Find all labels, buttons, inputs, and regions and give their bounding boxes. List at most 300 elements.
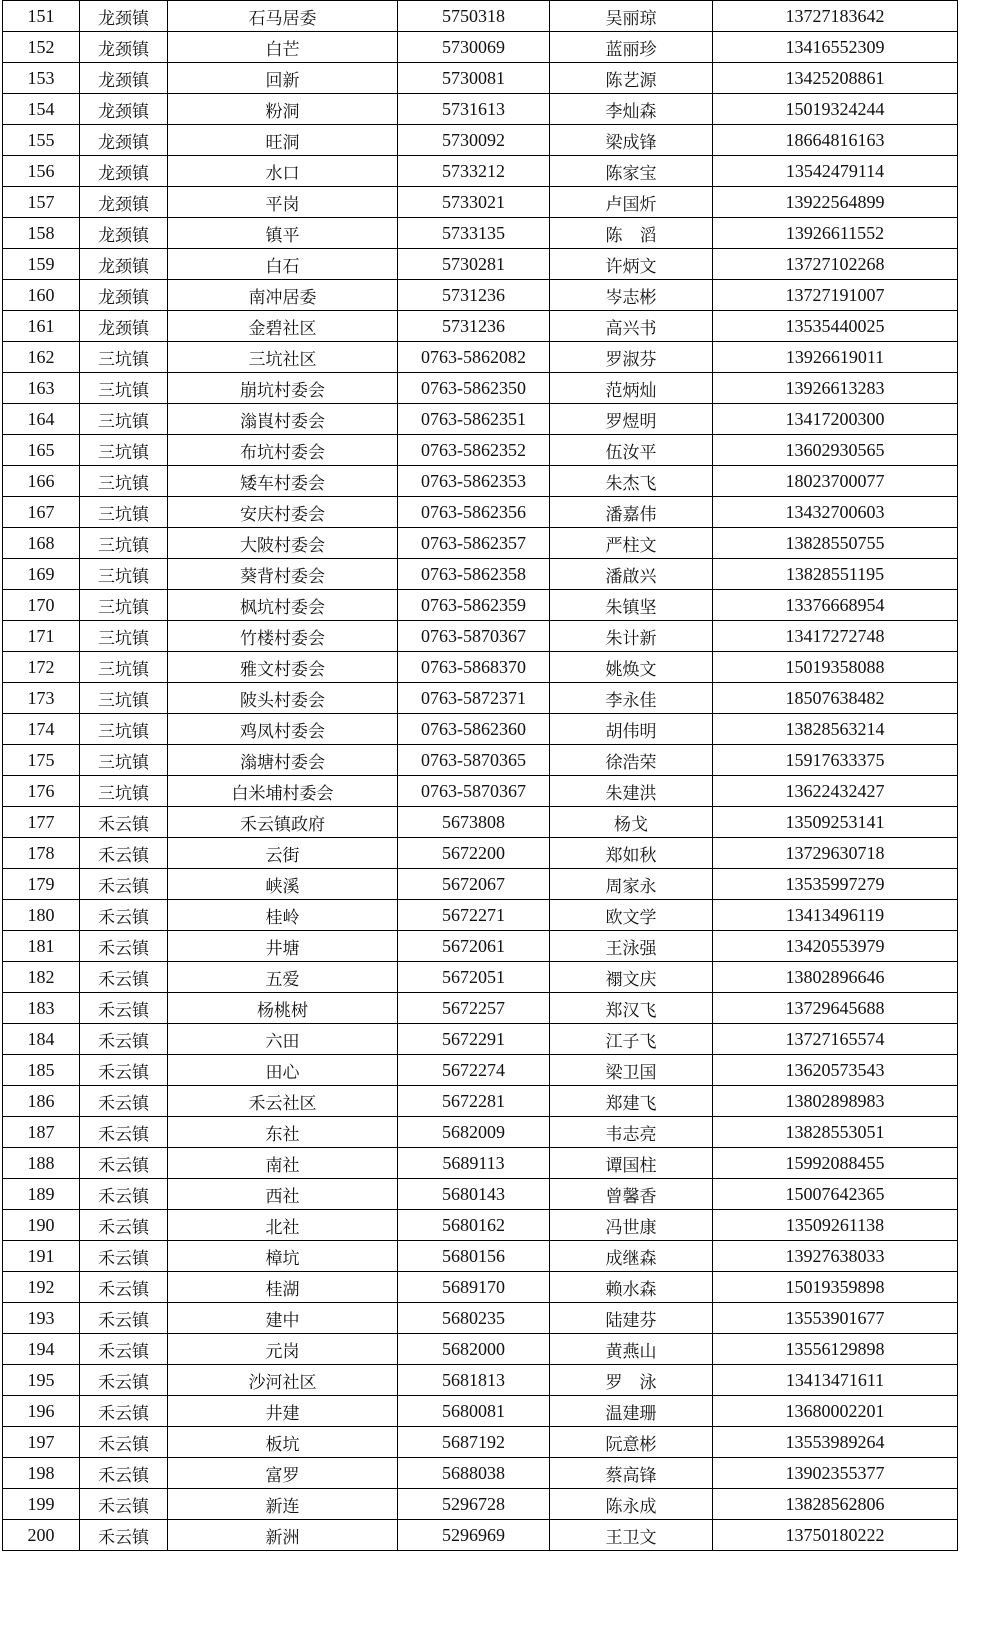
table-row: [3, 311, 958, 342]
mobile-cell: 13417272748: [713, 621, 958, 652]
phone-cell: 0763-5870365: [398, 745, 550, 776]
phone-cell: 5680156: [398, 1241, 550, 1272]
village-cell: 枫坑村委会: [168, 590, 398, 621]
village-cell: 桂湖: [168, 1272, 398, 1303]
contact-name-cell: 阮意彬: [550, 1427, 713, 1458]
table-row: [3, 590, 958, 621]
contact-name-cell: 胡伟明: [550, 714, 713, 745]
mobile-cell: 13553989264: [713, 1427, 958, 1458]
village-cell: 石马居委: [168, 1, 398, 32]
table-row: [3, 838, 958, 869]
town-cell: 三坑镇: [80, 745, 168, 776]
phone-cell: 5730092: [398, 125, 550, 156]
phone-cell: 5672271: [398, 900, 550, 931]
mobile-cell: 13416552309: [713, 32, 958, 63]
town-cell: 禾云镇: [80, 1489, 168, 1520]
town-cell: 三坑镇: [80, 683, 168, 714]
mobile-cell: 13420553979: [713, 931, 958, 962]
contact-name-cell: 曾馨香: [550, 1179, 713, 1210]
mobile-cell: 15992088455: [713, 1148, 958, 1179]
phone-cell: 5682009: [398, 1117, 550, 1148]
row-number-cell: 187: [3, 1117, 80, 1148]
table-row: [3, 1303, 958, 1334]
town-cell: 禾云镇: [80, 869, 168, 900]
town-cell: 三坑镇: [80, 497, 168, 528]
village-cell: 矮车村委会: [168, 466, 398, 497]
row-number-cell: 162: [3, 342, 80, 373]
table-row: [3, 218, 958, 249]
town-cell: 禾云镇: [80, 1241, 168, 1272]
table-row: [3, 1055, 958, 1086]
village-cell: 井塘: [168, 931, 398, 962]
row-number-cell: 184: [3, 1024, 80, 1055]
contact-name-cell: 蓝丽珍: [550, 32, 713, 63]
contact-name-cell: 陈 滔: [550, 218, 713, 249]
table-row: [3, 156, 958, 187]
row-number-cell: 152: [3, 32, 80, 63]
phone-cell: 5672051: [398, 962, 550, 993]
table-row: [3, 187, 958, 218]
village-cell: 田心: [168, 1055, 398, 1086]
mobile-cell: 13417200300: [713, 404, 958, 435]
town-cell: 禾云镇: [80, 1086, 168, 1117]
town-cell: 禾云镇: [80, 1396, 168, 1427]
mobile-cell: 18664816163: [713, 125, 958, 156]
town-cell: 禾云镇: [80, 1148, 168, 1179]
table-row: [3, 900, 958, 931]
row-number-cell: 188: [3, 1148, 80, 1179]
row-number-cell: 165: [3, 435, 80, 466]
contact-name-cell: 徐浩荣: [550, 745, 713, 776]
table-row: [3, 1365, 958, 1396]
town-cell: 三坑镇: [80, 342, 168, 373]
row-number-cell: 164: [3, 404, 80, 435]
row-number-cell: 168: [3, 528, 80, 559]
village-cell: 井建: [168, 1396, 398, 1427]
row-number-cell: 186: [3, 1086, 80, 1117]
phone-cell: 5672274: [398, 1055, 550, 1086]
town-cell: 龙颈镇: [80, 1, 168, 32]
phone-cell: 5730281: [398, 249, 550, 280]
village-cell: 布坑村委会: [168, 435, 398, 466]
phone-cell: 5731236: [398, 311, 550, 342]
phone-cell: 5733212: [398, 156, 550, 187]
town-cell: 龙颈镇: [80, 63, 168, 94]
contact-name-cell: 潘嘉伟: [550, 497, 713, 528]
table-row: [3, 342, 958, 373]
village-cell: 东社: [168, 1117, 398, 1148]
row-number-cell: 161: [3, 311, 80, 342]
town-cell: 禾云镇: [80, 993, 168, 1024]
phone-cell: 0763-5862359: [398, 590, 550, 621]
table-row: [3, 621, 958, 652]
table-row: [3, 1520, 958, 1551]
village-cell: 水口: [168, 156, 398, 187]
village-cell: 板坑: [168, 1427, 398, 1458]
row-number-cell: 175: [3, 745, 80, 776]
town-cell: 三坑镇: [80, 776, 168, 807]
village-cell: 葵背村委会: [168, 559, 398, 590]
contact-name-cell: 温建珊: [550, 1396, 713, 1427]
town-cell: 龙颈镇: [80, 32, 168, 63]
row-number-cell: 166: [3, 466, 80, 497]
mobile-cell: 13802898983: [713, 1086, 958, 1117]
contact-name-cell: 郑如秋: [550, 838, 713, 869]
town-cell: 三坑镇: [80, 466, 168, 497]
row-number-cell: 194: [3, 1334, 80, 1365]
town-cell: 禾云镇: [80, 1117, 168, 1148]
phone-cell: 5689113: [398, 1148, 550, 1179]
village-cell: 滃塘村委会: [168, 745, 398, 776]
row-number-cell: 179: [3, 869, 80, 900]
town-cell: 禾云镇: [80, 838, 168, 869]
table-row: [3, 714, 958, 745]
phone-cell: 0763-5862351: [398, 404, 550, 435]
phone-cell: 5672200: [398, 838, 550, 869]
village-cell: 雅文村委会: [168, 652, 398, 683]
contact-name-cell: 朱镇坚: [550, 590, 713, 621]
row-number-cell: 181: [3, 931, 80, 962]
row-number-cell: 156: [3, 156, 80, 187]
town-cell: 三坑镇: [80, 652, 168, 683]
phone-cell: 5680143: [398, 1179, 550, 1210]
phone-cell: 5731236: [398, 280, 550, 311]
row-number-cell: 190: [3, 1210, 80, 1241]
table-row: [3, 1117, 958, 1148]
village-cell: 沙河社区: [168, 1365, 398, 1396]
town-cell: 禾云镇: [80, 807, 168, 838]
table-row: [3, 1458, 958, 1489]
phone-cell: 0763-5868370: [398, 652, 550, 683]
mobile-cell: 13802896646: [713, 962, 958, 993]
phone-cell: 5680235: [398, 1303, 550, 1334]
contact-name-cell: 潘啟兴: [550, 559, 713, 590]
row-number-cell: 169: [3, 559, 80, 590]
row-number-cell: 183: [3, 993, 80, 1024]
mobile-cell: 13750180222: [713, 1520, 958, 1551]
contact-name-cell: 姚焕文: [550, 652, 713, 683]
table-row: [3, 1179, 958, 1210]
village-cell: 滃崀村委会: [168, 404, 398, 435]
town-cell: 龙颈镇: [80, 311, 168, 342]
village-cell: 峡溪: [168, 869, 398, 900]
phone-cell: 5689170: [398, 1272, 550, 1303]
village-cell: 樟坑: [168, 1241, 398, 1272]
phone-cell: 5681813: [398, 1365, 550, 1396]
mobile-cell: 13922564899: [713, 187, 958, 218]
table-row: [3, 683, 958, 714]
mobile-cell: 13535440025: [713, 311, 958, 342]
contact-name-cell: 梁成锋: [550, 125, 713, 156]
mobile-cell: 13902355377: [713, 1458, 958, 1489]
table-row: [3, 280, 958, 311]
contact-name-cell: 高兴书: [550, 311, 713, 342]
row-number-cell: 153: [3, 63, 80, 94]
row-number-cell: 178: [3, 838, 80, 869]
phone-cell: 0763-5862357: [398, 528, 550, 559]
mobile-cell: 18023700077: [713, 466, 958, 497]
table-row: [3, 559, 958, 590]
mobile-cell: 13828551195: [713, 559, 958, 590]
town-cell: 三坑镇: [80, 714, 168, 745]
village-cell: 西社: [168, 1179, 398, 1210]
contact-name-cell: 禤文庆: [550, 962, 713, 993]
phone-cell: 5731613: [398, 94, 550, 125]
contact-table-sheet: [2, 0, 957, 1551]
contact-name-cell: 冯世康: [550, 1210, 713, 1241]
phone-cell: 5730081: [398, 63, 550, 94]
row-number-cell: 176: [3, 776, 80, 807]
phone-cell: 0763-5862358: [398, 559, 550, 590]
row-number-cell: 189: [3, 1179, 80, 1210]
village-cell: 三坑社区: [168, 342, 398, 373]
contact-name-cell: 陈家宝: [550, 156, 713, 187]
village-cell: 新连: [168, 1489, 398, 1520]
mobile-cell: 13376668954: [713, 590, 958, 621]
table-row: [3, 1241, 958, 1272]
row-number-cell: 182: [3, 962, 80, 993]
village-cell: 六田: [168, 1024, 398, 1055]
mobile-cell: 13425208861: [713, 63, 958, 94]
town-cell: 禾云镇: [80, 1272, 168, 1303]
town-cell: 龙颈镇: [80, 280, 168, 311]
village-cell: 白石: [168, 249, 398, 280]
table-row: [3, 249, 958, 280]
town-cell: 禾云镇: [80, 1179, 168, 1210]
row-number-cell: 167: [3, 497, 80, 528]
phone-cell: 5296728: [398, 1489, 550, 1520]
town-cell: 龙颈镇: [80, 94, 168, 125]
contact-name-cell: 朱计新: [550, 621, 713, 652]
contact-name-cell: 郑建飞: [550, 1086, 713, 1117]
contact-table: [2, 0, 958, 1551]
contact-name-cell: 欧文学: [550, 900, 713, 931]
row-number-cell: 159: [3, 249, 80, 280]
table-row: [3, 63, 958, 94]
town-cell: 龙颈镇: [80, 249, 168, 280]
town-cell: 禾云镇: [80, 1334, 168, 1365]
phone-cell: 0763-5872371: [398, 683, 550, 714]
phone-cell: 5680162: [398, 1210, 550, 1241]
village-cell: 粉洞: [168, 94, 398, 125]
contact-name-cell: 岑志彬: [550, 280, 713, 311]
mobile-cell: 13729645688: [713, 993, 958, 1024]
row-number-cell: 174: [3, 714, 80, 745]
town-cell: 禾云镇: [80, 1520, 168, 1551]
table-row: [3, 125, 958, 156]
town-cell: 禾云镇: [80, 1210, 168, 1241]
mobile-cell: 13727102268: [713, 249, 958, 280]
village-cell: 南冲居委: [168, 280, 398, 311]
table-row: [3, 993, 958, 1024]
table-row: [3, 745, 958, 776]
phone-cell: 5673808: [398, 807, 550, 838]
row-number-cell: 163: [3, 373, 80, 404]
row-number-cell: 200: [3, 1520, 80, 1551]
row-number-cell: 155: [3, 125, 80, 156]
table-row: [3, 435, 958, 466]
village-cell: 禾云镇政府: [168, 807, 398, 838]
mobile-cell: 13828563214: [713, 714, 958, 745]
town-cell: 禾云镇: [80, 962, 168, 993]
village-cell: 金碧社区: [168, 311, 398, 342]
town-cell: 禾云镇: [80, 1427, 168, 1458]
row-number-cell: 157: [3, 187, 80, 218]
town-cell: 龙颈镇: [80, 187, 168, 218]
contact-name-cell: 梁卫国: [550, 1055, 713, 1086]
row-number-cell: 151: [3, 1, 80, 32]
table-row: [3, 931, 958, 962]
row-number-cell: 154: [3, 94, 80, 125]
contact-name-cell: 江子飞: [550, 1024, 713, 1055]
table-row: [3, 1396, 958, 1427]
contact-name-cell: 成继森: [550, 1241, 713, 1272]
table-row: [3, 869, 958, 900]
town-cell: 禾云镇: [80, 931, 168, 962]
row-number-cell: 180: [3, 900, 80, 931]
village-cell: 镇平: [168, 218, 398, 249]
row-number-cell: 173: [3, 683, 80, 714]
village-cell: 五爱: [168, 962, 398, 993]
row-number-cell: 191: [3, 1241, 80, 1272]
phone-cell: 5688038: [398, 1458, 550, 1489]
mobile-cell: 13727183642: [713, 1, 958, 32]
table-row: [3, 528, 958, 559]
phone-cell: 5682000: [398, 1334, 550, 1365]
phone-cell: 5730069: [398, 32, 550, 63]
phone-cell: 5733021: [398, 187, 550, 218]
mobile-cell: 13727165574: [713, 1024, 958, 1055]
village-cell: 大陂村委会: [168, 528, 398, 559]
village-cell: 云街: [168, 838, 398, 869]
contact-name-cell: 郑汉飞: [550, 993, 713, 1024]
village-cell: 陂头村委会: [168, 683, 398, 714]
village-cell: 禾云社区: [168, 1086, 398, 1117]
contact-name-cell: 韦志亮: [550, 1117, 713, 1148]
town-cell: 三坑镇: [80, 559, 168, 590]
village-cell: 安庆村委会: [168, 497, 398, 528]
village-cell: 新洲: [168, 1520, 398, 1551]
phone-cell: 0763-5862082: [398, 342, 550, 373]
village-cell: 白芒: [168, 32, 398, 63]
table-row: [3, 962, 958, 993]
contact-name-cell: 蔡高锋: [550, 1458, 713, 1489]
phone-cell: 5672291: [398, 1024, 550, 1055]
mobile-cell: 15019358088: [713, 652, 958, 683]
table-row: [3, 373, 958, 404]
mobile-cell: 13553901677: [713, 1303, 958, 1334]
mobile-cell: 15019359898: [713, 1272, 958, 1303]
phone-cell: 5672067: [398, 869, 550, 900]
contact-name-cell: 赖水森: [550, 1272, 713, 1303]
row-number-cell: 193: [3, 1303, 80, 1334]
phone-cell: 0763-5862353: [398, 466, 550, 497]
contact-name-cell: 陈艺源: [550, 63, 713, 94]
phone-cell: 5687192: [398, 1427, 550, 1458]
town-cell: 三坑镇: [80, 435, 168, 466]
contact-name-cell: 罗 泳: [550, 1365, 713, 1396]
town-cell: 龙颈镇: [80, 218, 168, 249]
town-cell: 禾云镇: [80, 1365, 168, 1396]
row-number-cell: 197: [3, 1427, 80, 1458]
contact-name-cell: 王卫文: [550, 1520, 713, 1551]
town-cell: 禾云镇: [80, 1024, 168, 1055]
phone-cell: 0763-5862350: [398, 373, 550, 404]
mobile-cell: 13622432427: [713, 776, 958, 807]
table-row: [3, 776, 958, 807]
phone-cell: 5296969: [398, 1520, 550, 1551]
mobile-cell: 13729630718: [713, 838, 958, 869]
town-cell: 三坑镇: [80, 590, 168, 621]
phone-cell: 0763-5870367: [398, 621, 550, 652]
phone-cell: 5672281: [398, 1086, 550, 1117]
town-cell: 龙颈镇: [80, 125, 168, 156]
village-cell: 回新: [168, 63, 398, 94]
phone-cell: 0763-5862356: [398, 497, 550, 528]
mobile-cell: 13413471611: [713, 1365, 958, 1396]
row-number-cell: 195: [3, 1365, 80, 1396]
village-cell: 崩坑村委会: [168, 373, 398, 404]
table-row: [3, 652, 958, 683]
contact-name-cell: 周家永: [550, 869, 713, 900]
town-cell: 禾云镇: [80, 1303, 168, 1334]
village-cell: 旺洞: [168, 125, 398, 156]
mobile-cell: 13556129898: [713, 1334, 958, 1365]
town-cell: 三坑镇: [80, 528, 168, 559]
mobile-cell: 13828562806: [713, 1489, 958, 1520]
town-cell: 禾云镇: [80, 900, 168, 931]
mobile-cell: 13620573543: [713, 1055, 958, 1086]
town-cell: 三坑镇: [80, 621, 168, 652]
row-number-cell: 160: [3, 280, 80, 311]
mobile-cell: 18507638482: [713, 683, 958, 714]
table-row: [3, 404, 958, 435]
row-number-cell: 185: [3, 1055, 80, 1086]
town-cell: 三坑镇: [80, 373, 168, 404]
mobile-cell: 13432700603: [713, 497, 958, 528]
village-cell: 桂岭: [168, 900, 398, 931]
village-cell: 建中: [168, 1303, 398, 1334]
row-number-cell: 170: [3, 590, 80, 621]
mobile-cell: 13926613283: [713, 373, 958, 404]
table-row: [3, 1210, 958, 1241]
mobile-cell: 13828550755: [713, 528, 958, 559]
row-number-cell: 192: [3, 1272, 80, 1303]
contact-name-cell: 陆建芬: [550, 1303, 713, 1334]
phone-cell: 5672061: [398, 931, 550, 962]
table-row: [3, 1272, 958, 1303]
contact-name-cell: 陈永成: [550, 1489, 713, 1520]
mobile-cell: 13926611552: [713, 218, 958, 249]
table-row: [3, 1, 958, 32]
village-cell: 竹楼村委会: [168, 621, 398, 652]
town-cell: 禾云镇: [80, 1458, 168, 1489]
phone-cell: 5733135: [398, 218, 550, 249]
row-number-cell: 177: [3, 807, 80, 838]
village-cell: 鸡凤村委会: [168, 714, 398, 745]
mobile-cell: 13509261138: [713, 1210, 958, 1241]
row-number-cell: 196: [3, 1396, 80, 1427]
contact-name-cell: 杨戈: [550, 807, 713, 838]
contact-name-cell: 卢国炘: [550, 187, 713, 218]
contact-name-cell: 朱杰飞: [550, 466, 713, 497]
phone-cell: 5750318: [398, 1, 550, 32]
village-cell: 白米埔村委会: [168, 776, 398, 807]
contact-name-cell: 许炳文: [550, 249, 713, 280]
mobile-cell: 13602930565: [713, 435, 958, 466]
town-cell: 龙颈镇: [80, 156, 168, 187]
mobile-cell: 13413496119: [713, 900, 958, 931]
